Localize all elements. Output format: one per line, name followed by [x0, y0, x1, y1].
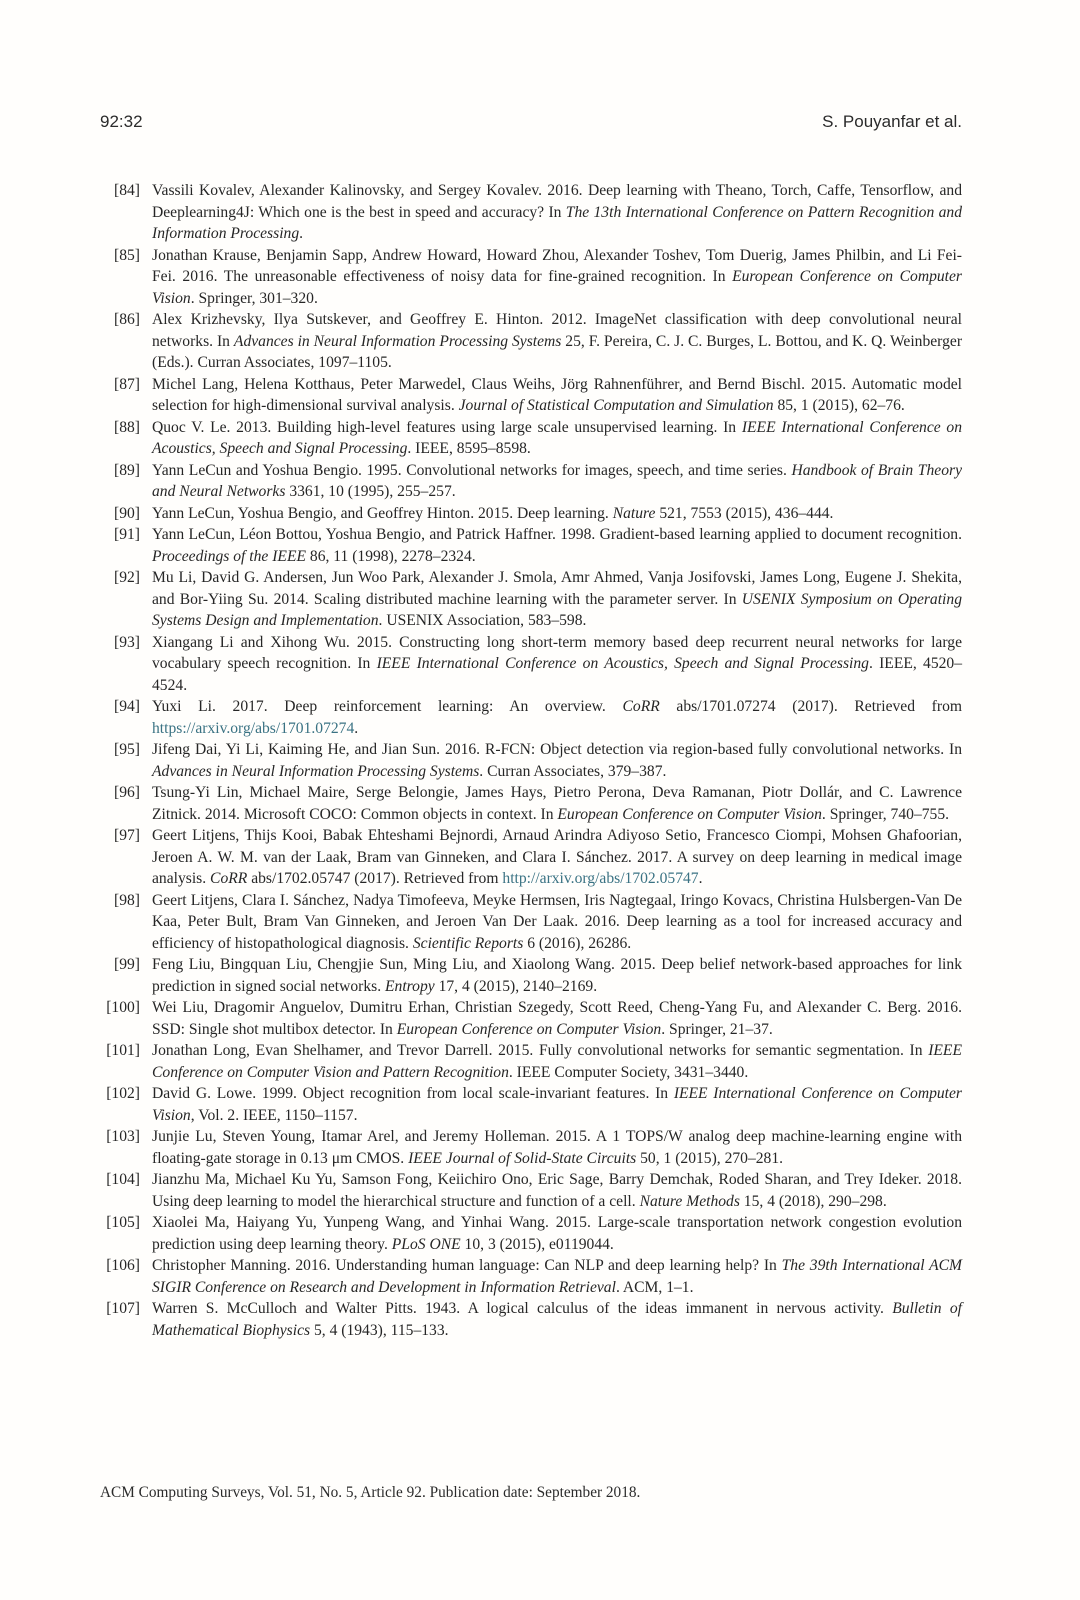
reference-item	[100, 890, 962, 955]
reference-segment: Alex Krizhevsky, Ilya Sutskever, and Geoffrey E. Hinton. 2012. ImageNet classification with deep convolutional neural networks. In	[152, 311, 962, 350]
reference-venue: Proceedings of the IEEE	[152, 547, 307, 565]
reference-venue: European Conference on Computer Vision	[557, 805, 822, 823]
reference-venue: USENIX Symposium on Operating Systems Design and Implementation	[152, 590, 962, 629]
reference-segment: Yann LeCun and Yoshua Bengio. 1995. Convolutional networks for images, speech, and time series.	[152, 461, 792, 479]
reference-text	[152, 696, 962, 739]
reference-number: [103]	[106, 1128, 140, 1145]
reference-venue: CoRR	[622, 698, 660, 715]
reference-text	[152, 567, 962, 632]
reference-text	[152, 1040, 962, 1083]
reference-item	[100, 567, 962, 632]
reference-text	[152, 739, 962, 782]
reference-segment: David G. Lowe. 1999. Object recognition from local scale-invariant features. In	[152, 1085, 674, 1102]
reference-item	[100, 782, 962, 825]
reference-venue: Nature Methods	[639, 1192, 740, 1210]
reference-segment: Jianzhu Ma, Michael Ku Yu, Samson Fong, Keiichiro Ono, Eric Sage, Barry Demchak, Roded Sharan, and Trey Ideker. 2018. Using deep learning to model the hierarchical structure and function of a cell.	[152, 1171, 962, 1210]
reference-item	[100, 997, 962, 1040]
reference-venue: IEEE International Conference on Computer Vision	[152, 1085, 962, 1124]
reference-segment: . Springer, 301–320.	[190, 289, 318, 307]
reference-item	[100, 417, 962, 460]
reference-segment: abs/1702.05747 (2017). Retrieved from	[247, 870, 503, 887]
reference-item	[100, 739, 962, 782]
reference-segment: 10, 3 (2015), e0119044.	[460, 1235, 614, 1253]
reference-segment: , Vol. 2. IEEE, 1150–1157.	[190, 1106, 358, 1124]
reference-segment: Christopher Manning. 2016. Understanding human language: Can NLP and deep learning help? In	[152, 1257, 782, 1274]
reference-item	[100, 632, 962, 697]
reference-segment: 85, 1 (2015), 62–76.	[773, 397, 905, 414]
reference-segment: Quoc V. Le. 2013. Building high-level features using large scale unsupervised learning. In	[152, 418, 742, 436]
reference-text	[152, 1083, 962, 1126]
reference-item	[100, 1040, 962, 1083]
reference-text	[152, 1169, 962, 1212]
reference-venue: The 13th International Conference on Pattern Recognition and Information Processing	[152, 203, 962, 242]
reference-venue: IEEE Conference on Computer Vision and Pattern Recognition	[152, 1042, 962, 1081]
reference-segment: Junjie Lu, Steven Young, Itamar Arel, and Jeremy Holleman. 2015. A 1 TOPS/W analog deep machine-learning engine with floating-gate storage in 0.13 μm CMOS.	[152, 1128, 962, 1167]
references-list	[100, 180, 962, 1341]
reference-text	[152, 782, 962, 825]
reference-venue: European Conference on Computer Vision	[396, 1020, 662, 1038]
reference-number: [98]	[114, 891, 140, 909]
reference-number: [106]	[106, 1257, 140, 1274]
reference-venue: Bulletin of Mathematical Biophysics	[152, 1300, 962, 1339]
reference-segment: Tsung-Yi Lin, Michael Maire, Serge Belongie, James Hays, Pietro Perona, Deva Ramanan, Piotr Dollár, and C. Lawrence Zitnick. 2014. Microsoft COCO: Common objects in context. In	[152, 784, 962, 823]
reference-number: [89]	[114, 461, 140, 479]
reference-segment: . ACM, 1–1.	[615, 1278, 694, 1296]
reference-venue: PLoS ONE	[391, 1235, 461, 1253]
reference-segment: Xiaolei Ma, Haiyang Yu, Yunpeng Wang, and Yinhai Wang. 2015. Large-scale transportation network congestion evolution prediction using deep learning theory.	[152, 1214, 962, 1253]
reference-item	[100, 825, 962, 890]
reference-segment: 17, 4 (2015), 2140–2169.	[434, 977, 598, 995]
reference-item	[100, 374, 962, 417]
reference-segment: Feng Liu, Bingquan Liu, Chengjie Sun, Ming Liu, and Xiaolong Wang. 2015. Deep belief network-based approaches for link prediction in signed social networks.	[152, 956, 962, 995]
reference-number: [100]	[106, 999, 140, 1016]
reference-number: [91]	[114, 526, 140, 543]
reference-text	[152, 374, 962, 417]
reference-segment: .	[299, 225, 304, 242]
reference-item	[100, 245, 962, 310]
reference-venue: CoRR	[210, 870, 248, 887]
reference-item	[100, 1169, 962, 1212]
reference-item	[100, 1212, 962, 1255]
reference-number: [104]	[106, 1171, 140, 1188]
reference-venue: Advances in Neural Information Processing Systems	[152, 762, 480, 780]
reference-text	[152, 1212, 962, 1255]
reference-segment: . IEEE, 8595–8598.	[407, 440, 531, 457]
reference-number: [107]	[106, 1300, 140, 1317]
reference-item	[100, 954, 962, 997]
reference-number: [96]	[114, 784, 140, 801]
reference-segment: abs/1701.07274 (2017). Retrieved from	[659, 698, 962, 715]
reference-item	[100, 696, 962, 739]
reference-text	[152, 1126, 962, 1169]
reference-number: [86]	[114, 311, 140, 328]
reference-link[interactable]: https://arxiv.org/abs/1701.07274	[152, 719, 355, 737]
reference-segment: 86, 11 (1998), 2278–2324.	[306, 547, 476, 565]
reference-item	[100, 1126, 962, 1169]
reference-segment: . IEEE Computer Society, 3431–3440.	[508, 1063, 749, 1081]
reference-text	[152, 825, 962, 890]
reference-text	[152, 954, 962, 997]
page-number: 92:32	[100, 112, 143, 131]
reference-item	[100, 460, 962, 503]
reference-item	[100, 524, 962, 567]
reference-segment: 50, 1 (2015), 270–281.	[636, 1149, 784, 1167]
page-header	[100, 112, 962, 132]
reference-segment: 15, 4 (2018), 290–298.	[739, 1192, 887, 1210]
reference-text	[152, 460, 962, 503]
reference-text	[152, 1298, 962, 1341]
reference-text	[152, 890, 962, 955]
reference-venue: IEEE Journal of Solid-State Circuits	[408, 1149, 637, 1167]
reference-text	[152, 180, 962, 245]
reference-number: [88]	[114, 418, 140, 436]
reference-segment: 521, 7553 (2015), 436–444.	[655, 504, 834, 522]
reference-segment: Yann LeCun, Léon Bottou, Yoshua Bengio, and Patrick Haffner. 1998. Gradient-based learning applied to document recognition.	[152, 526, 962, 543]
reference-text	[152, 245, 962, 310]
reference-segment: 25, F. Pereira, C. J. C. Burges, L. Bottou, and K. Q. Weinberger (Eds.). Curran Associates, 1097–1105.	[152, 332, 963, 371]
reference-text	[152, 1255, 962, 1298]
reference-item	[100, 1083, 962, 1126]
reference-segment: . Springer, 740–755.	[821, 805, 950, 823]
page-footer: ACM Computing Surveys, Vol. 51, No. 5, Article 92. Publication date: September 2018.	[100, 1484, 641, 1501]
reference-number: [101]	[106, 1042, 140, 1059]
reference-text	[152, 417, 962, 460]
reference-text	[152, 503, 962, 525]
reference-segment: . Curran Associates, 379–387.	[479, 762, 667, 780]
reference-number: [94]	[114, 698, 140, 715]
reference-venue: IEEE International Conference on Acoustics, Speech and Signal Processing	[376, 655, 869, 672]
reference-segment: Jonathan Long, Evan Shelhamer, and Trevor Darrell. 2015. Fully convolutional networks for semantic segmentation. In	[152, 1042, 929, 1059]
reference-venue: European Conference on Computer Vision	[152, 268, 963, 307]
reference-number: [87]	[114, 375, 140, 393]
reference-number: [90]	[114, 504, 140, 522]
reference-segment: Wei Liu, Dragomir Anguelov, Dumitru Erhan, Christian Szegedy, Scott Reed, Cheng-Yang Fu, and Alexander C. Berg. 2016. SSD: Single shot multibox detector. In	[152, 999, 962, 1038]
reference-item	[100, 503, 962, 525]
reference-segment: Geert Litjens, Thijs Kooi, Babak Ehteshami Bejnordi, Arnaud Arindra Adiyoso Setio, Francesco Ciompi, Mohsen Ghafoorian, Jeroen A. W. M. van der Laak, Bram van Ginneken, and Clara I. Sánchez. 2017. A survey on deep learning in medical image analysis.	[152, 827, 962, 887]
reference-number: [102]	[106, 1085, 140, 1102]
reference-number: [95]	[114, 741, 140, 758]
reference-number: [97]	[114, 827, 140, 844]
reference-venue: Handbook of Brain Theory and Neural Networks	[152, 461, 962, 500]
reference-segment: 3361, 10 (1995), 255–257.	[285, 483, 456, 500]
reference-segment: Yuxi Li. 2017. Deep reinforcement learning: An overview.	[152, 698, 623, 715]
reference-segment: . USENIX Association, 583–598.	[378, 612, 587, 629]
reference-segment: Xiangang Li and Xihong Wu. 2015. Constructing long short-term memory based deep recurrent neural networks for large vocabulary speech recognition. In	[152, 633, 962, 672]
reference-segment: . IEEE, 4520–4524.	[152, 655, 963, 694]
reference-number: [92]	[114, 569, 140, 586]
reference-segment: 5, 4 (1943), 115–133.	[310, 1321, 449, 1339]
reference-segment: Mu Li, David G. Andersen, Jun Woo Park, Alexander J. Smola, Amr Ahmed, Vanja Josifovski, James Long, Eugene J. Shekita, and Bor-Yiing Su. 2014. Scaling distributed machine learning with the parameter server. In	[152, 569, 962, 608]
reference-segment: 6 (2016), 26286.	[523, 934, 632, 952]
reference-segment: .	[354, 719, 359, 737]
reference-segment: Jonathan Krause, Benjamin Sapp, Andrew Howard, Howard Zhou, Alexander Toshev, Tom Duerig, James Philbin, and Li Fei-Fei. 2016. The unreasonable effectiveness of noisy data for fine-grained recognition. In	[152, 246, 962, 285]
reference-number: [99]	[114, 956, 140, 973]
reference-text	[152, 632, 962, 697]
reference-segment: Yann LeCun, Yoshua Bengio, and Geoffrey Hinton. 2015. Deep learning.	[152, 504, 613, 522]
reference-venue: Nature	[612, 504, 656, 522]
reference-item	[100, 1298, 962, 1341]
reference-venue: Journal of Statistical Computation and Simulation	[458, 397, 774, 414]
reference-venue: The 39th International ACM SIGIR Conference on Research and Development in Information Retrieval	[152, 1257, 962, 1296]
reference-venue: IEEE International Conference on Acoustics, Speech and Signal Processing	[152, 418, 962, 457]
reference-number: [93]	[114, 633, 140, 651]
reference-number: [84]	[114, 182, 140, 199]
reference-item	[100, 180, 962, 245]
reference-link[interactable]: http://arxiv.org/abs/1702.05747	[502, 870, 699, 887]
reference-segment: . Springer, 21–37.	[661, 1020, 773, 1038]
reference-item	[100, 309, 962, 374]
reference-segment: Michel Lang, Helena Kotthaus, Peter Marwedel, Claus Weihs, Jörg Rahnenführer, and Bernd Bischl. 2015. Automatic model selection for high-dimensional survival analysis.	[152, 375, 962, 414]
reference-segment: Jifeng Dai, Yi Li, Kaiming He, and Jian Sun. 2016. R-FCN: Object detection via region-based fully convolutional networks. In	[152, 741, 962, 758]
reference-segment: Warren S. McCulloch and Walter Pitts. 1943. A logical calculus of the ideas immanent in nervous activity.	[152, 1300, 893, 1317]
reference-text	[152, 997, 962, 1040]
reference-number: [105]	[106, 1214, 140, 1231]
reference-number: [85]	[114, 246, 140, 264]
reference-segment: Geert Litjens, Clara I. Sánchez, Nadya Timofeeva, Meyke Hermsen, Iris Nagtegaal, Iringo Kovacs, Christina Hulsbergen-Van De Kaa, Peter Bult, Bram Van Ginneken, and Jeroen Van Der Laak. 2016. Deep learning as a tool for increased accuracy and efficiency of histopathological diagnosis.	[152, 891, 962, 952]
reference-item	[100, 1255, 962, 1298]
running-author: S. Pouyanfar et al.	[822, 112, 962, 131]
reference-segment: .	[698, 870, 703, 887]
reference-venue: Advances in Neural Information Processing Systems	[233, 332, 562, 350]
reference-text	[152, 309, 962, 374]
reference-venue: Scientific Reports	[412, 934, 524, 952]
reference-venue: Entropy	[385, 977, 435, 995]
reference-text	[152, 524, 962, 567]
reference-segment: Vassili Kovalev, Alexander Kalinovsky, and Sergey Kovalev. 2016. Deep learning with Theano, Torch, Caffe, Tensorflow, and Deeplearning4J: Which one is the best in speed and accuracy? In	[152, 182, 962, 221]
